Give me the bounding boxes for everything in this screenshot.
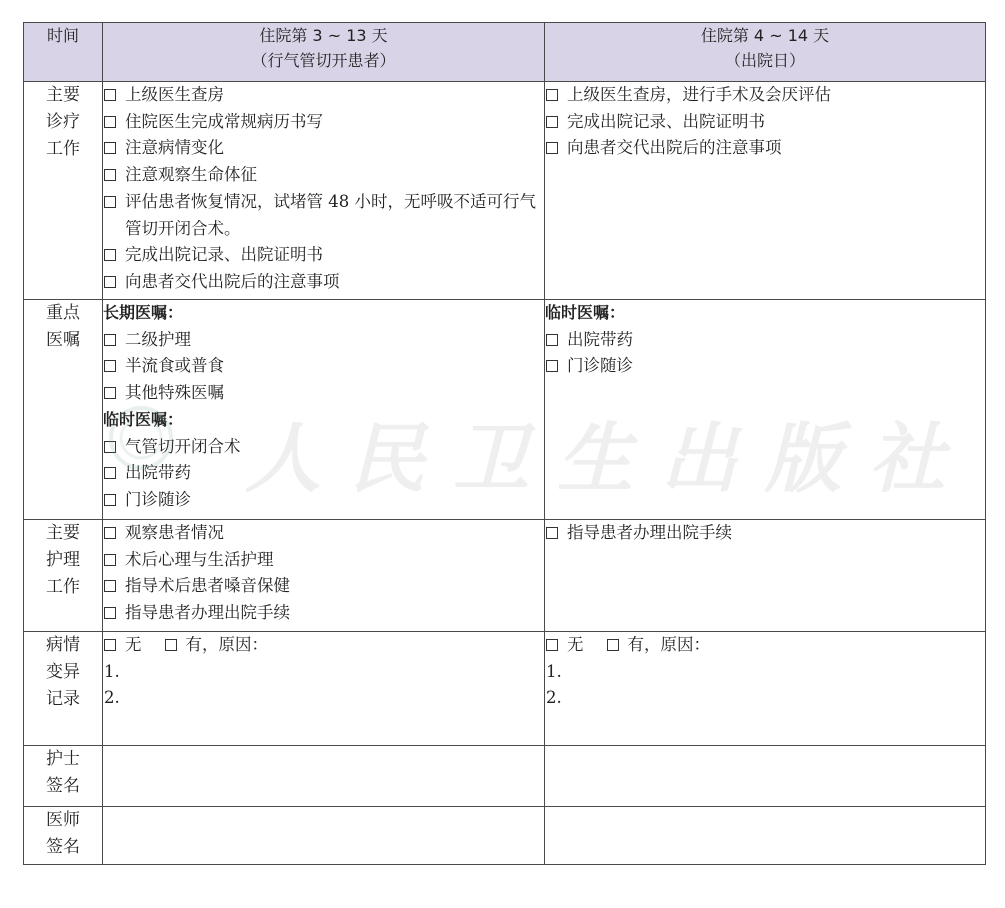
variance-options: [545, 632, 985, 659]
row-label-nursing: 主要 护理 工作: [24, 520, 103, 632]
checklist-item: 向患者交代出院后的注意事项: [103, 269, 544, 296]
variance-none-label: 无: [125, 635, 142, 654]
row-label-doctor-signature: 医师 签名: [24, 807, 103, 865]
checkbox[interactable]: [104, 527, 116, 539]
checklist-item: 指导患者办理出院手续: [545, 520, 985, 547]
checklist-item: 气管切开闭合术: [103, 434, 544, 461]
doctor-signature-day3-13[interactable]: [103, 807, 545, 865]
row-variance-record: [24, 632, 986, 746]
row-key-orders: [24, 300, 986, 520]
variance-yes-checkbox[interactable]: [165, 639, 177, 651]
checkbox[interactable]: [104, 116, 116, 128]
row-nurse-signature: [24, 746, 986, 807]
checkbox[interactable]: [104, 196, 116, 208]
header-day4-14-title: 住院第 4 ~ 14 天: [700, 26, 830, 45]
row-nursing-work: [24, 520, 986, 632]
header-row: [24, 23, 986, 82]
variance-yes-checkbox[interactable]: [607, 639, 619, 651]
checklist-item: 其他特殊医嘱: [103, 380, 544, 407]
checkbox[interactable]: [104, 169, 116, 181]
checklist-item: 术后心理与生活护理: [103, 547, 544, 574]
variance-none-checkbox[interactable]: [104, 639, 116, 651]
checklist-item: 注意观察生命体征: [103, 162, 544, 189]
checkbox[interactable]: [546, 89, 558, 101]
header-day3-13-title: 住院第 3 ~ 13 天: [259, 26, 388, 45]
row-label-nurse-signature: 护士 签名: [24, 746, 103, 807]
checkbox[interactable]: [104, 554, 116, 566]
doctor-signature-day4-14[interactable]: [545, 807, 986, 865]
row-label-diagnosis: 主要 诊疗 工作: [24, 82, 103, 300]
checkbox[interactable]: [546, 116, 558, 128]
checklist-item: 出院带药: [103, 460, 544, 487]
clinical-pathway-table: [23, 22, 986, 865]
orders-day4-14: [545, 300, 986, 520]
variance-yes-label: 有，原因：: [185, 635, 268, 654]
diagnosis-day3-13: [103, 82, 545, 300]
checklist-item: 二级护理: [103, 327, 544, 354]
variance-reason-1[interactable]: 1.: [546, 661, 562, 681]
nursing-day3-13: [103, 520, 545, 632]
variance-yes-label: 有，原因：: [627, 635, 710, 654]
header-day3-13-subtitle: （行气管切开患者）: [251, 51, 396, 70]
orders-day3-13: [103, 300, 545, 520]
variance-day3-13: [103, 632, 545, 746]
nurse-signature-day3-13[interactable]: [103, 746, 545, 807]
variance-reason-2[interactable]: 2.: [546, 688, 562, 708]
checklist-item: 上级医生查房，进行手术及会厌评估: [545, 82, 985, 109]
checklist-item: 完成出院记录、出院证明书: [103, 242, 544, 269]
nurse-signature-day4-14[interactable]: [545, 746, 986, 807]
row-main-diagnosis-work: [24, 82, 986, 300]
checklist-item: 向患者交代出院后的注意事项: [545, 135, 985, 162]
checklist-item: 门诊随诊: [103, 487, 544, 514]
variance-day4-14: [545, 632, 986, 746]
checkbox[interactable]: [104, 387, 116, 399]
variance-reason-1[interactable]: 1.: [104, 661, 120, 681]
checkbox[interactable]: [104, 276, 116, 288]
checklist-item: 住院医生完成常规病历书写: [103, 109, 544, 136]
checkbox[interactable]: [546, 334, 558, 346]
checkbox[interactable]: [104, 334, 116, 346]
variance-options: [103, 632, 544, 659]
long-term-orders-title: 长期医嘱：: [103, 303, 184, 322]
checkbox[interactable]: [104, 249, 116, 261]
checkbox[interactable]: [104, 467, 116, 479]
header-day4-14-subtitle: （出院日）: [724, 51, 805, 70]
checklist-item: 出院带药: [545, 327, 985, 354]
checkbox[interactable]: [104, 607, 116, 619]
temporary-orders-title: 临时医嘱：: [545, 303, 626, 322]
checkbox[interactable]: [104, 494, 116, 506]
header-day3-13: [103, 23, 545, 82]
nursing-day4-14: [545, 520, 986, 632]
checkbox[interactable]: [546, 527, 558, 539]
checkbox[interactable]: [104, 360, 116, 372]
checkbox[interactable]: [546, 360, 558, 372]
checklist-item: 注意病情变化: [103, 135, 544, 162]
publisher-watermark: 人民卫生出版社: [245, 414, 973, 503]
checkbox[interactable]: [546, 142, 558, 154]
temporary-orders-title: 临时医嘱：: [103, 409, 184, 429]
row-label-orders: 重点 医嘱: [24, 300, 103, 520]
checklist-item: 半流食或普食: [103, 353, 544, 380]
checkbox[interactable]: [104, 89, 116, 101]
header-day4-14: [545, 23, 986, 82]
checklist-item: 指导术后患者嗓音保健: [103, 573, 544, 600]
header-time: 时间: [24, 23, 103, 82]
variance-reason-2[interactable]: 2.: [104, 688, 120, 708]
variance-none-checkbox[interactable]: [546, 639, 558, 651]
checkbox[interactable]: [104, 580, 116, 592]
diagnosis-day4-14: [545, 82, 986, 300]
checklist-item: 指导患者办理出院手续: [103, 600, 544, 627]
checklist-item: 上级医生查房: [103, 82, 544, 109]
variance-none-label: 无: [567, 635, 584, 654]
checklist-item: 完成出院记录、出院证明书: [545, 109, 985, 136]
checklist-item: 评估患者恢复情况，试堵管 48 小时，无呼吸不适可行气管切开闭合术。: [103, 189, 544, 242]
row-doctor-signature: [24, 807, 986, 865]
row-label-variance: 病情 变异 记录: [24, 632, 103, 746]
checklist-item: 观察患者情况: [103, 520, 544, 547]
checkbox[interactable]: [104, 142, 116, 154]
checklist-item: 门诊随诊: [545, 353, 985, 380]
checkbox[interactable]: [104, 441, 116, 453]
